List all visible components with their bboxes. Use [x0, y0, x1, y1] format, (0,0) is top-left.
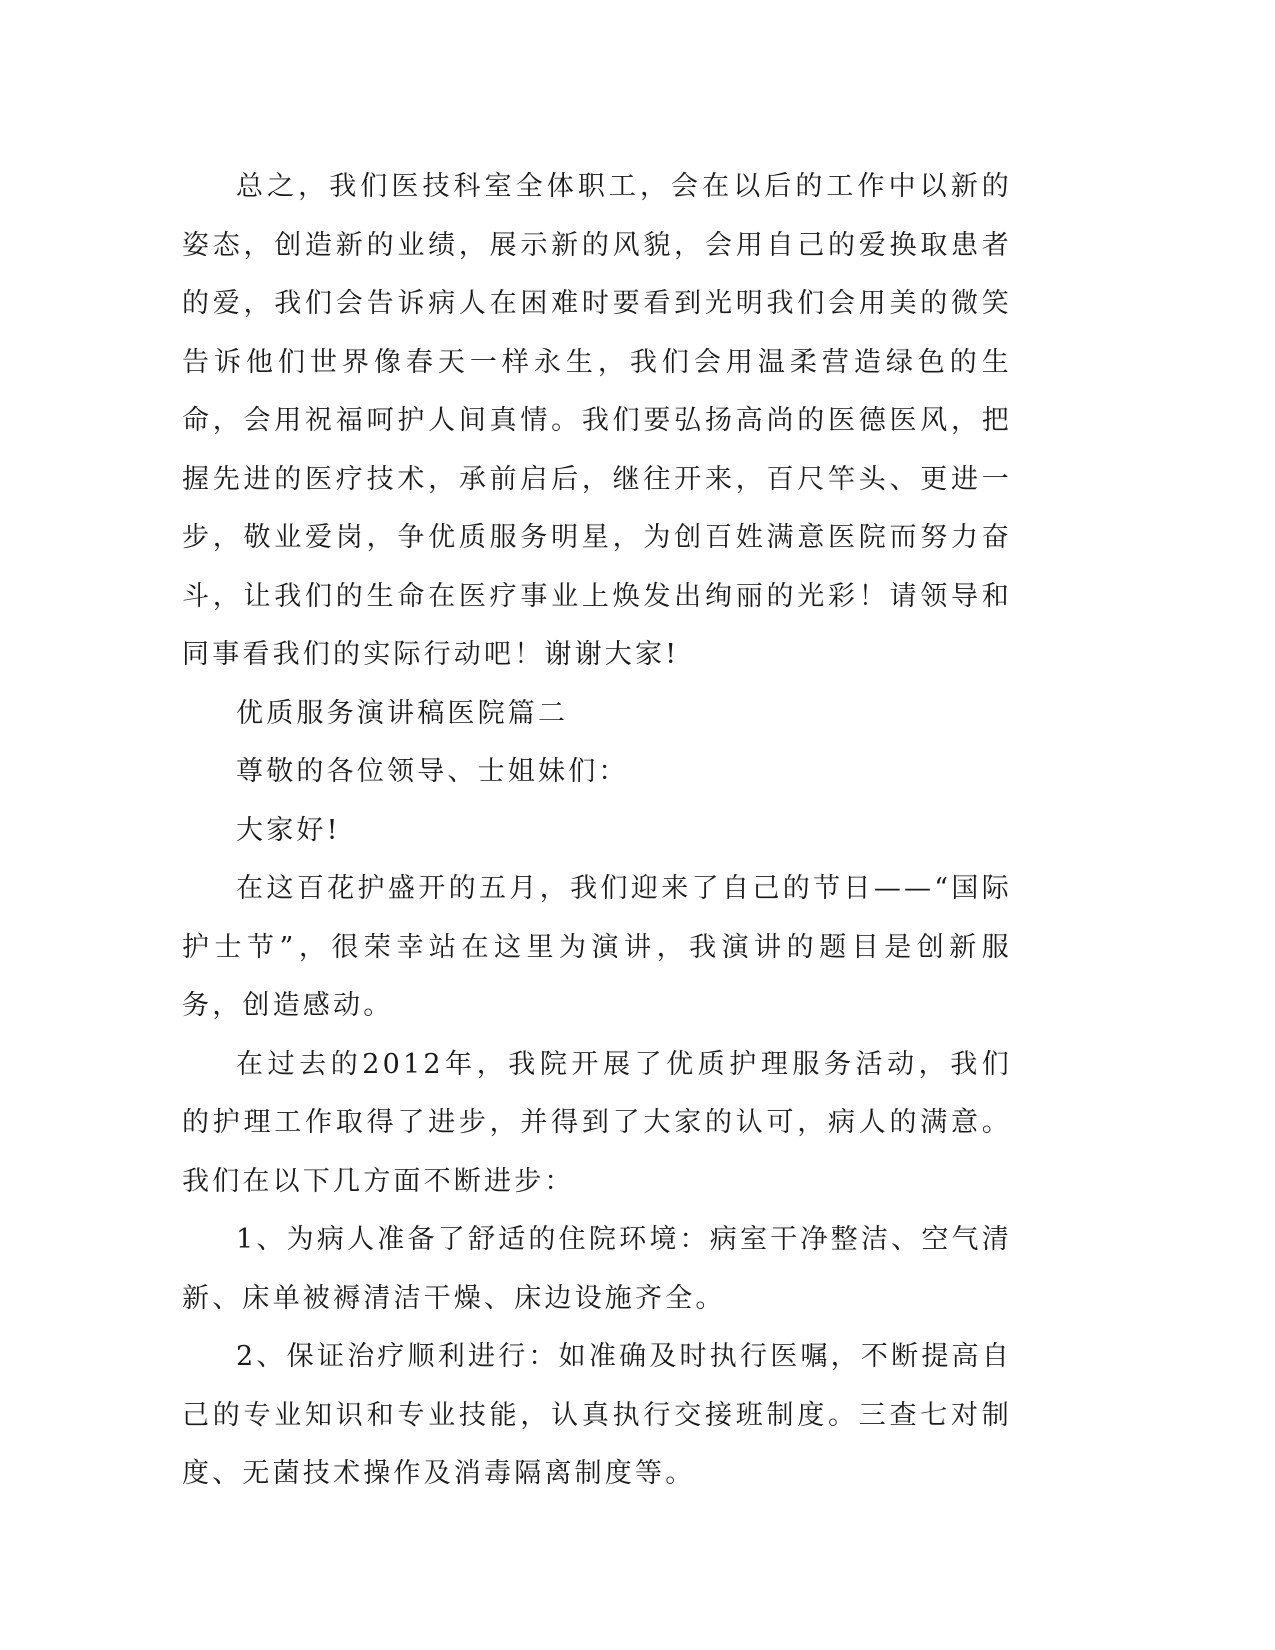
salutation: 尊敬的各位领导、士姐妹们：	[236, 756, 629, 787]
paragraph-closing-remarks: 总之，我们医技科室全体职工，会在以后的工作中以新的姿态，创造新的业绩，展示新的风貌，会用自己的爱换取患者的爱，我们会告诉病人在困难时要看到光明我们会用美的微笑告诉他们世界像春天一样永生，我们会用温柔营造绿色的生命，会用祝福呵护人间真情。我们要弘扬高尚的医德医风，把握先进的医疗技术，承前启后，继往开来，百尺竿头、更进一步，敬业爱岗，争优质服务明星，为创百姓满意医院而努力奋斗，让我们的生命在医疗事业上焕发出绚丽的光彩！请领导和同事看我们的实际行动吧！谢谢大家!	[182, 171, 1012, 670]
document-body	[182, 158, 1012, 1504]
list-item-environment: 1、为病人准备了舒适的住院环境：病室干净整洁、空气清新、床单被褥清洁干燥、床边设施齐全。	[182, 1224, 1012, 1314]
section-title: 优质服务演讲稿医院篇二	[236, 697, 569, 729]
paragraph-2012-review: 在过去的2012年，我院开展了优质护理服务活动，我们的护理工作取得了进步，并得到了大家的认可，病人的满意。我们在以下几方面不断进步：	[182, 1048, 1012, 1197]
list-item-treatment: 2、保证治疗顺利进行：如准确及时执行医嘱，不断提高自己的专业知识和专业技能，认真执行交接班制度。三查七对制度、无菌技术操作及消毒隔离制度等。	[182, 1341, 1012, 1489]
paragraph-nurses-day: 在这百花护盛开的五月，我们迎来了自己的节日——“国际护士节”，很荣幸站在这里为演讲，我演讲的题目是创新服务，创造感动。	[182, 873, 1012, 1021]
greeting: 大家好!	[236, 814, 341, 846]
